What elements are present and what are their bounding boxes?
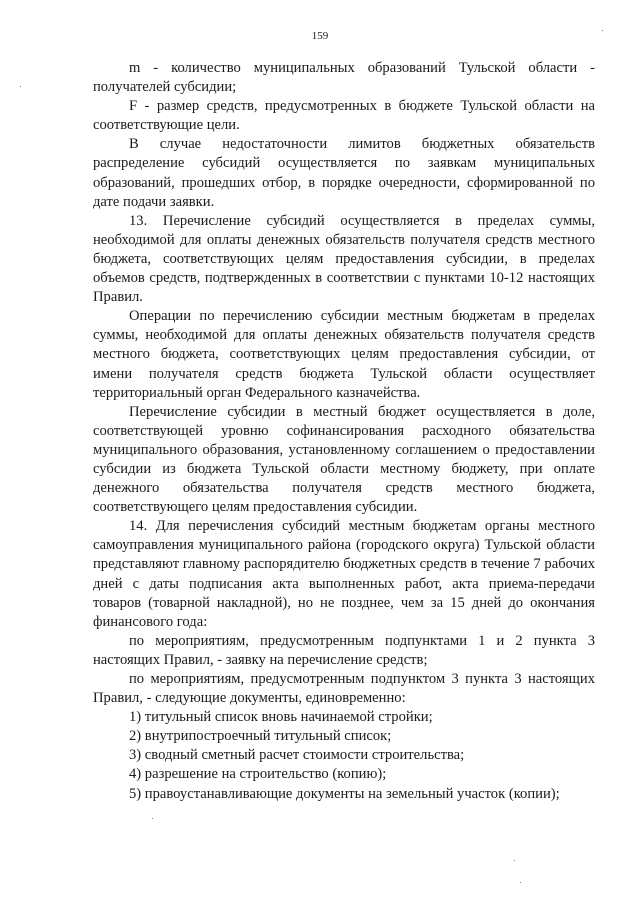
list-item-3: 3) сводный сметный расчет стоимости строительства; — [129, 747, 465, 764]
paragraph-insufficient-limits: В случае недостаточности лимитов бюджетных обязательств распределение субсидий осуществляется по заявкам муниципальных образований, прошедших отбор, в порядке очередности, сформированной по дате подачи заявки. — [93, 136, 595, 210]
page-number: 159 — [311, 30, 329, 42]
scan-speck — [152, 818, 153, 819]
list-item-2: 2) внутрипостроечный титульный список; — [129, 728, 392, 745]
paragraph-clause-13: 13. Перечисление субсидий осуществляется в пределах суммы, необходимой для оплаты денежных обязательств получателя средств местного бюджета, соответствующих целям предоставления субсидии, в пределах объемов средств, подтвержденных в соответствии с пунктами 10-12 настоящих Правил. — [93, 212, 595, 306]
scan-speck — [20, 86, 21, 87]
paragraph-transfer-operations: Операции по перечислению субсидии местным бюджетам в пределах суммы, необходимой для оплаты денежных обязательств получателя средств местного бюджета, соответствующих целям предоставления субсидии, от имени получателя средств бюджета Тульской области осуществляет территориальный орган Федерального казначейства. — [93, 308, 595, 401]
scan-speck — [514, 860, 515, 861]
document-body — [93, 59, 595, 804]
scan-speck — [520, 882, 521, 883]
paragraph-subclauses-1-2: по мероприятиям, предусмотренным подпунктами 1 и 2 пункта 3 настоящих Правил, - заявку на перечисление средств; — [93, 632, 595, 668]
list-item-5: 5) правоустанавливающие документы на земельный участок (копии); — [129, 785, 560, 802]
list-item-1: 1) титульный список вновь начинаемой стройки; — [129, 709, 433, 726]
paragraph-m-definition: m - количество муниципальных образований Тульской области - получателей субсидии; — [93, 60, 595, 96]
paragraph-subclause-3: по мероприятиям, предусмотренным подпунктом 3 пункта 3 настоящих Правил, - следующие документы, единовременно: — [93, 671, 595, 707]
paragraph-clause-14: 14. Для перечисления субсидий местным бюджетам органы местного самоуправления муниципального района (городского округа) Тульской области представляют главному распорядителю бюджетных средств в течение 7 рабочих дней с даты подписания акта выполненных работ, акта приема-передачи товаров (товарной накладной), но не позднее, чем за 15 дней до окончания финансового года: — [93, 518, 595, 630]
list-item-4: 4) разрешение на строительство (копию); — [129, 766, 387, 783]
scan-speck — [602, 30, 603, 31]
paragraph-f-definition: F - размер средств, предусмотренных в бюджете Тульской области на соответствующие цели. — [93, 98, 595, 134]
paragraph-transfer-share: Перечисление субсидии в местный бюджет осуществляется в доле, соответствующей уровню софинансирования расходного обязательства муниципального образования, установленному соглашением о предоставлении субсидии из бюджета Тульской области местному бюджету, при оплате денежного обязательства получателя средств местного бюджета, соответствующего целям предоставления субсидии. — [93, 403, 595, 516]
